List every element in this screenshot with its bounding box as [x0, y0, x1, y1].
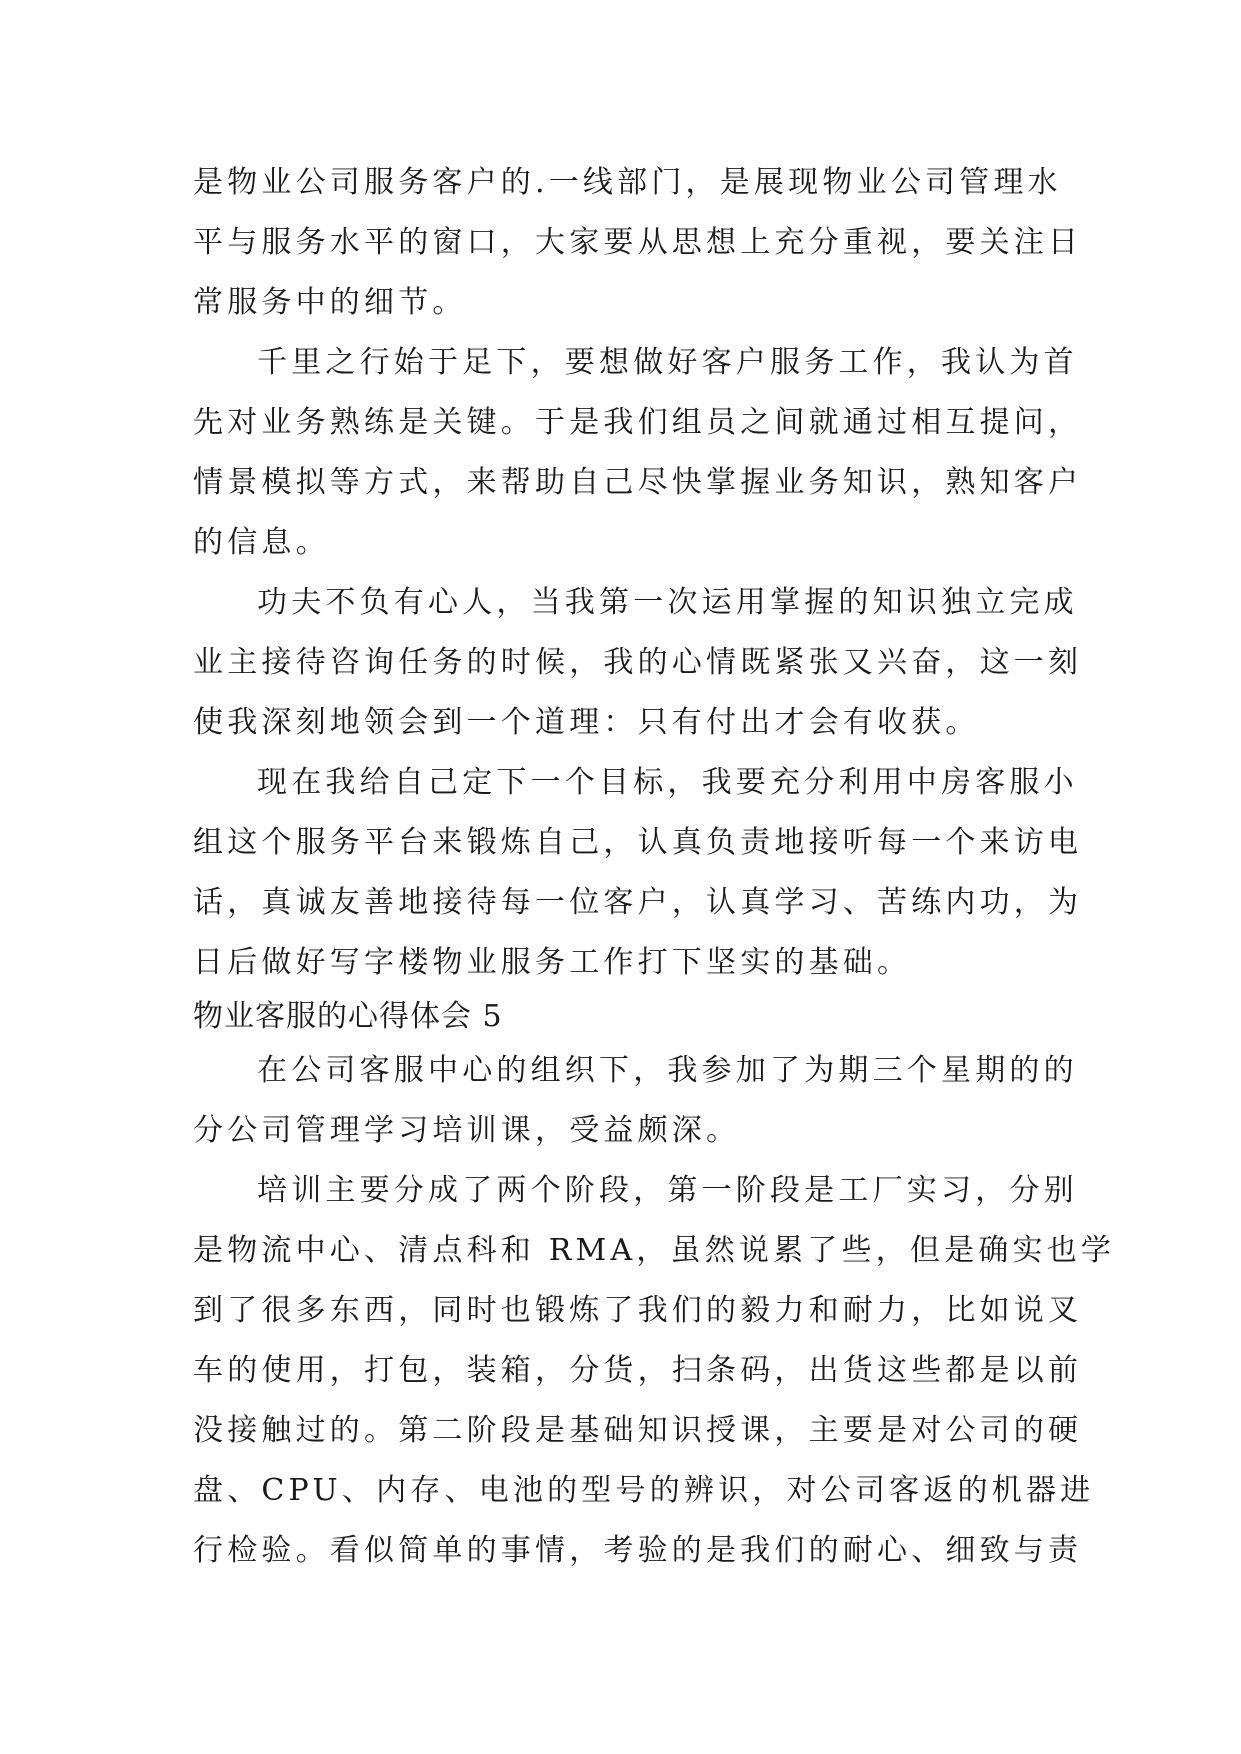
text-line: 是物业公司服务客户的.一线部门，是展现物业公司管理水 — [193, 165, 1062, 200]
text-line: 没接触过的。第二阶段是基础知识授课，主要是对公司的硬 — [193, 1413, 1083, 1448]
text-line: 情景模拟等方式，来帮助自己尽快掌握业务知识，熟知客户 — [193, 465, 1083, 500]
text-line: 话，真诚友善地接待每一位客户，认真学习、苦练内功，为 — [193, 885, 1083, 920]
text-line: 行检验。看似简单的事情，考验的是我们的耐心、细致与责 — [193, 1533, 1083, 1568]
text-line: 到了很多东西，同时也锻炼了我们的毅力和耐力，比如说叉 — [193, 1293, 1083, 1328]
text-line: 使我深刻地领会到一个道理：只有付出才会有收获。 — [193, 705, 980, 740]
text-line: 功夫不负有心人，当我第一次运用掌握的知识独立完成 — [257, 585, 1078, 620]
text-line: 千里之行始于足下，要想做好客户服务工作，我认为首 — [257, 345, 1078, 380]
text-line: 盘、CPU、内存、电池的型号的辨识，对公司客返的机器进 — [193, 1473, 1095, 1508]
section-heading: 物业客服的心得体会 5 — [193, 999, 503, 1034]
text-line: 常服务中的细节。 — [193, 285, 467, 320]
text-line: 平与服务水平的窗口，大家要从思想上充分重视，要关注日 — [193, 225, 1083, 260]
text-line: 的信息。 — [193, 525, 330, 560]
text-line: 分公司管理学习培训课，受益颇深。 — [193, 1113, 741, 1148]
text-line: 组这个服务平台来锻炼自己，认真负责地接听每一个来访电 — [193, 825, 1083, 860]
text-line: 车的使用，打包，装箱，分货，扫条码，出货这些都是以前 — [193, 1353, 1083, 1388]
text-line: 在公司客服中心的组织下，我参加了为期三个星期的的 — [257, 1053, 1078, 1088]
text-line: 先对业务熟练是关键。于是我们组员之间就通过相互提问， — [193, 405, 1083, 440]
text-line: 现在我给自己定下一个目标，我要充分利用中房客服小 — [257, 765, 1078, 800]
text-line: 日后做好写字楼物业服务工作打下坚实的基础。 — [193, 945, 912, 980]
text-line: 培训主要分成了两个阶段，第一阶段是工厂实习，分别 — [257, 1173, 1078, 1208]
text-line: 是物流中心、清点科和 RMA，虽然说累了些，但是确实也学 — [193, 1233, 1116, 1268]
text-line: 业主接待咨询任务的时候，我的心情既紧张又兴奋，这一刻 — [193, 645, 1083, 680]
